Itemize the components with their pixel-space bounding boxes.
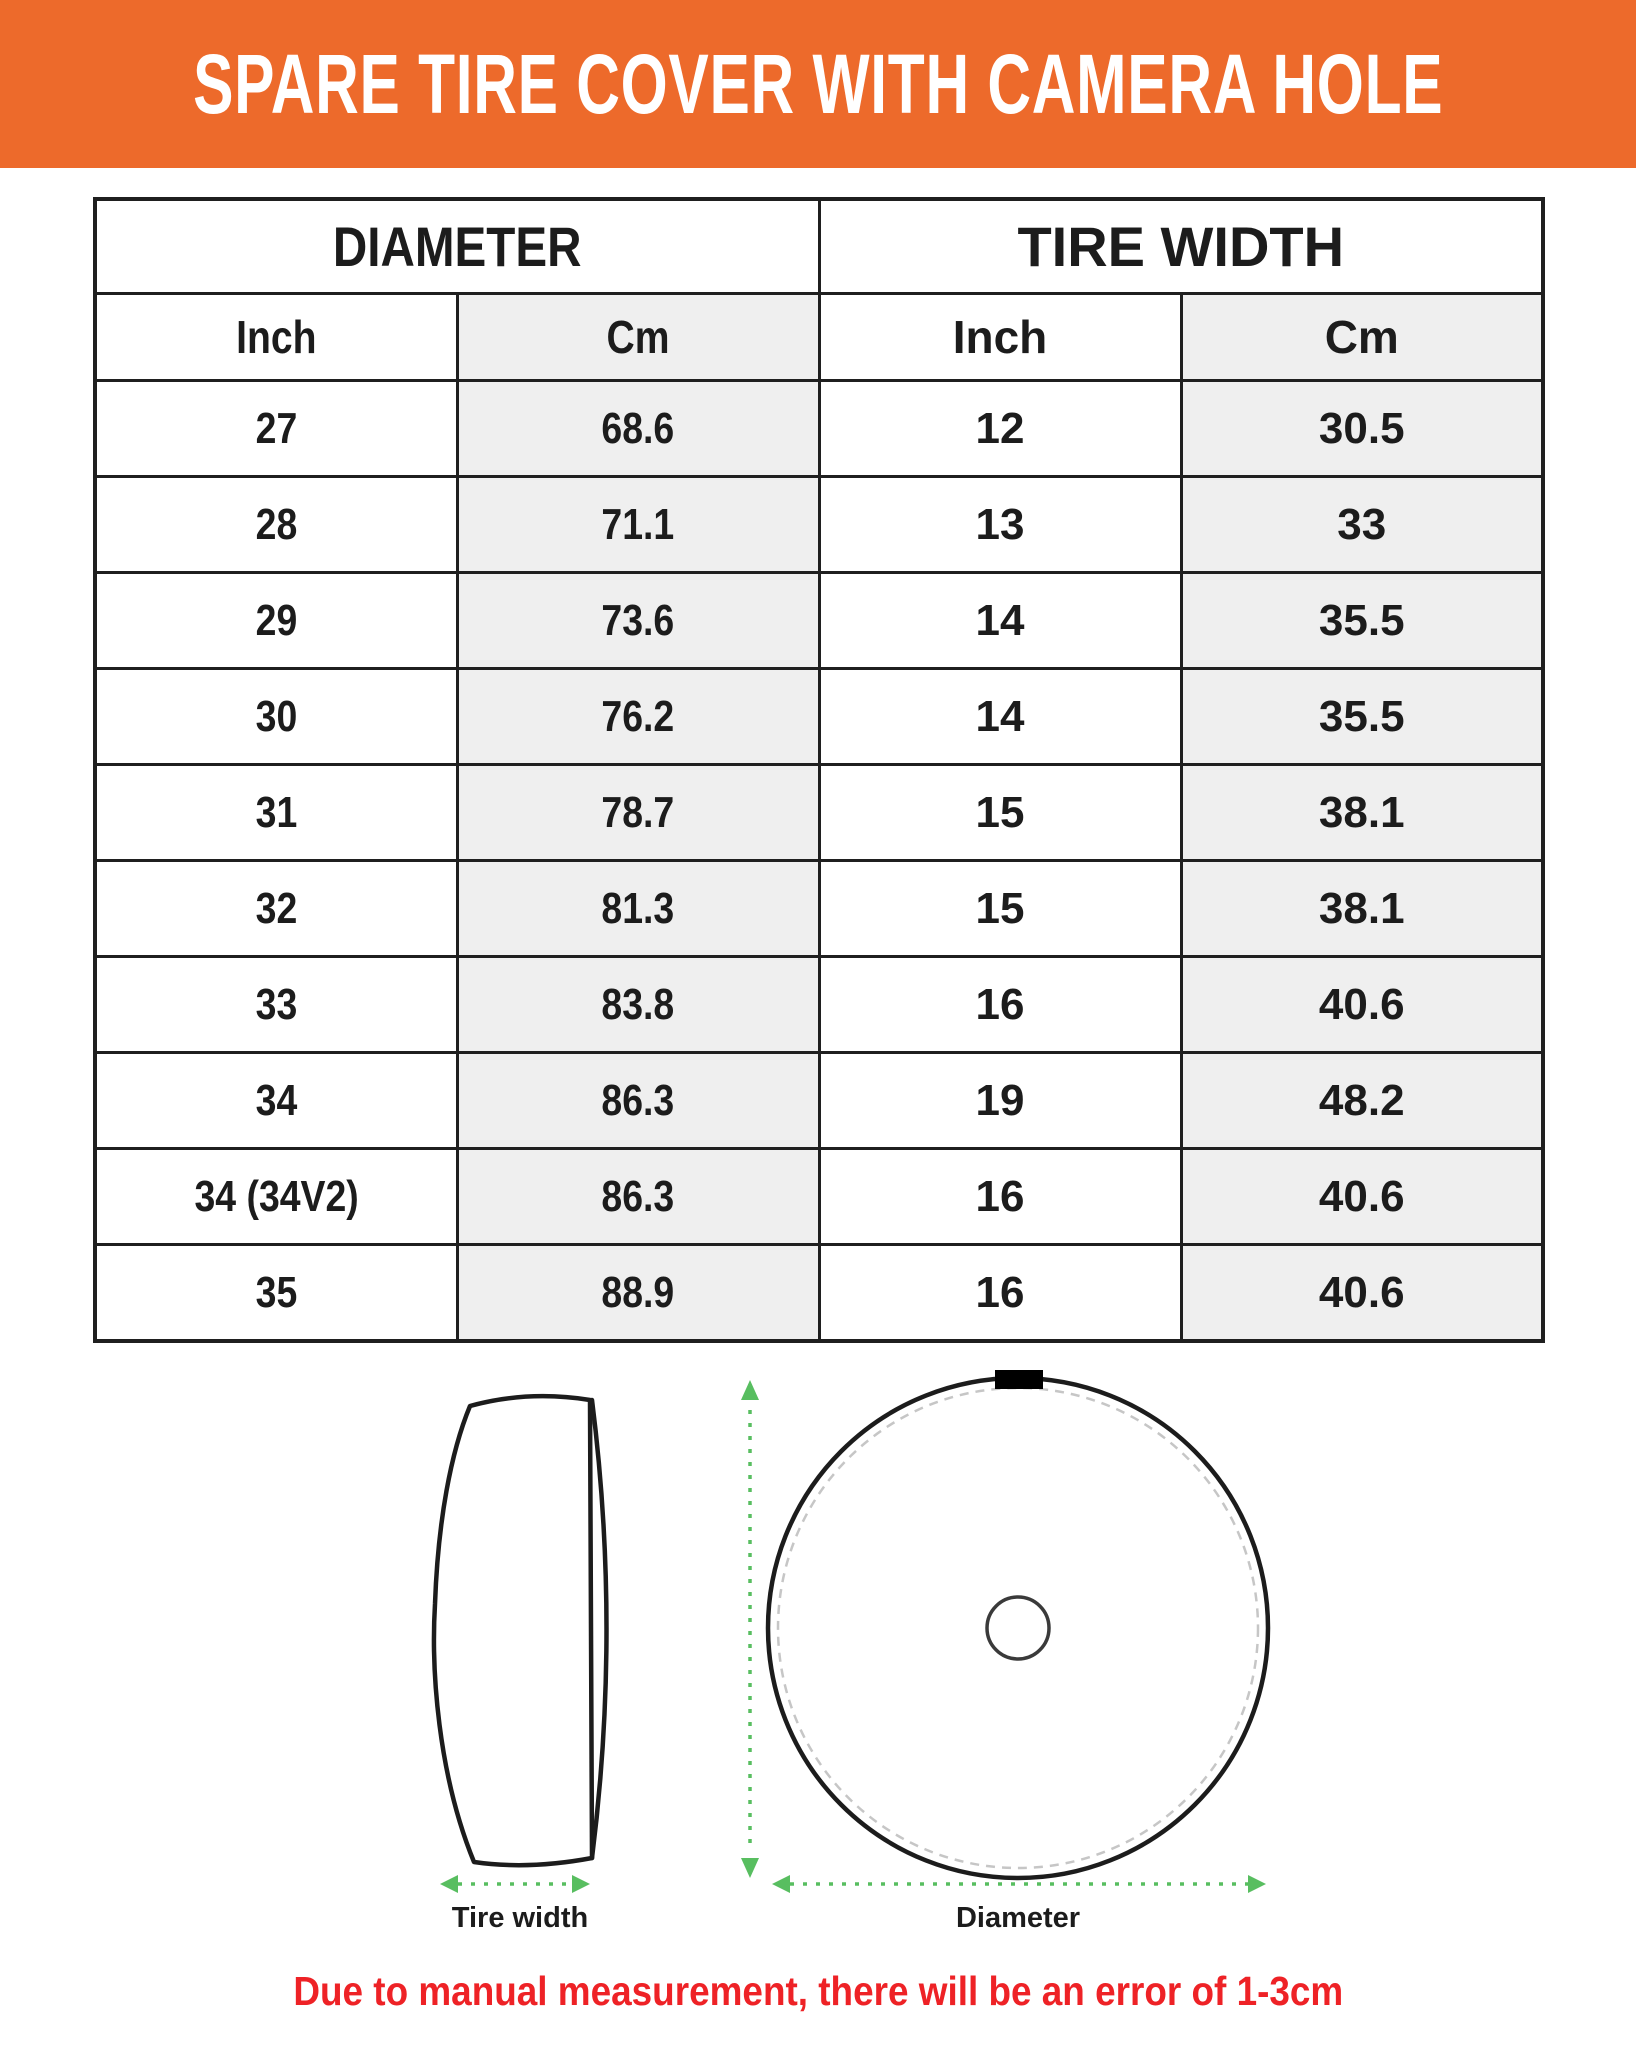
table-cell: 14 bbox=[819, 573, 1181, 669]
table-cell: 35 bbox=[95, 1245, 457, 1342]
table-cell: 76.2 bbox=[457, 669, 819, 765]
table-row bbox=[95, 669, 1543, 765]
camera-marker bbox=[995, 1370, 1043, 1389]
tire-side-view bbox=[434, 1396, 607, 1865]
table-cell: 33 bbox=[1181, 477, 1543, 573]
table-cell: 19 bbox=[819, 1053, 1181, 1149]
tire-front-outline bbox=[768, 1378, 1268, 1878]
table-cell: 38.1 bbox=[1181, 861, 1543, 957]
page-title: SPARE TIRE COVER WITH CAMERA HOLE bbox=[192, 36, 1444, 131]
size-table bbox=[93, 197, 1545, 1343]
measurement-note: Due to manual measurement, there will be an error of 1-3cm bbox=[293, 1968, 1343, 2014]
table-cell: 15 bbox=[819, 765, 1181, 861]
table-row bbox=[95, 1053, 1543, 1149]
group-header-tire-width: TIRE WIDTH bbox=[819, 199, 1543, 294]
table-row bbox=[95, 381, 1543, 477]
table-cell: 13 bbox=[819, 477, 1181, 573]
diameter-label: Diameter bbox=[955, 1902, 1081, 1934]
table-cell: 86.3 bbox=[457, 1053, 819, 1149]
table-cell: 33 bbox=[95, 957, 457, 1053]
column-header-tirewidth-cm: Cm bbox=[1181, 294, 1543, 381]
column-header-row bbox=[95, 294, 1543, 381]
table-cell: 68.6 bbox=[457, 381, 819, 477]
group-header-row bbox=[95, 199, 1543, 294]
table-row bbox=[95, 573, 1543, 669]
measurement-diagram bbox=[0, 1360, 1636, 1920]
table-cell: 30 bbox=[95, 669, 457, 765]
table-cell: 88.9 bbox=[457, 1245, 819, 1342]
tire-front-view bbox=[768, 1370, 1268, 1878]
column-header-tirewidth-inch: Inch bbox=[819, 294, 1181, 381]
tire-side-tread-edge bbox=[592, 1400, 607, 1858]
table-cell: 34 (34V2) bbox=[95, 1149, 457, 1245]
table-cell: 81.3 bbox=[457, 861, 819, 957]
table-cell: 16 bbox=[819, 957, 1181, 1053]
table-cell: 48.2 bbox=[1181, 1053, 1543, 1149]
group-header-diameter: DIAMETER bbox=[95, 199, 819, 294]
table-cell: 86.3 bbox=[457, 1149, 819, 1245]
tire-front-seam bbox=[778, 1388, 1258, 1868]
table-cell: 83.8 bbox=[457, 957, 819, 1053]
table-cell: 15 bbox=[819, 861, 1181, 957]
table-row bbox=[95, 765, 1543, 861]
diameter-height-arrow bbox=[741, 1380, 759, 1878]
table-cell: 73.6 bbox=[457, 573, 819, 669]
table-cell: 40.6 bbox=[1181, 957, 1543, 1053]
tire-width-arrow bbox=[440, 1875, 590, 1893]
table-cell: 16 bbox=[819, 1149, 1181, 1245]
table-row bbox=[95, 1149, 1543, 1245]
title-banner bbox=[0, 0, 1636, 168]
column-header-diameter-cm: Cm bbox=[457, 294, 819, 381]
tire-side-outline bbox=[434, 1396, 592, 1865]
table-row bbox=[95, 477, 1543, 573]
table-cell: 35.5 bbox=[1181, 573, 1543, 669]
table-cell: 71.1 bbox=[457, 477, 819, 573]
table-row bbox=[95, 957, 1543, 1053]
table-cell: 14 bbox=[819, 669, 1181, 765]
table-cell: 32 bbox=[95, 861, 457, 957]
table-row bbox=[95, 1245, 1543, 1342]
table-cell: 40.6 bbox=[1181, 1245, 1543, 1342]
table-cell: 34 bbox=[95, 1053, 457, 1149]
column-header-diameter-inch: Inch bbox=[95, 294, 457, 381]
table-cell: 38.1 bbox=[1181, 765, 1543, 861]
table-cell: 28 bbox=[95, 477, 457, 573]
tire-width-label: Tire width bbox=[451, 1902, 589, 1934]
table-cell: 27 bbox=[95, 381, 457, 477]
table-cell: 12 bbox=[819, 381, 1181, 477]
table-cell: 35.5 bbox=[1181, 669, 1543, 765]
camera-hole bbox=[987, 1597, 1049, 1659]
table-cell: 30.5 bbox=[1181, 381, 1543, 477]
table-cell: 78.7 bbox=[457, 765, 819, 861]
table-cell: 31 bbox=[95, 765, 457, 861]
table-cell: 16 bbox=[819, 1245, 1181, 1342]
table-cell: 29 bbox=[95, 573, 457, 669]
table-row bbox=[95, 861, 1543, 957]
table-cell: 40.6 bbox=[1181, 1149, 1543, 1245]
